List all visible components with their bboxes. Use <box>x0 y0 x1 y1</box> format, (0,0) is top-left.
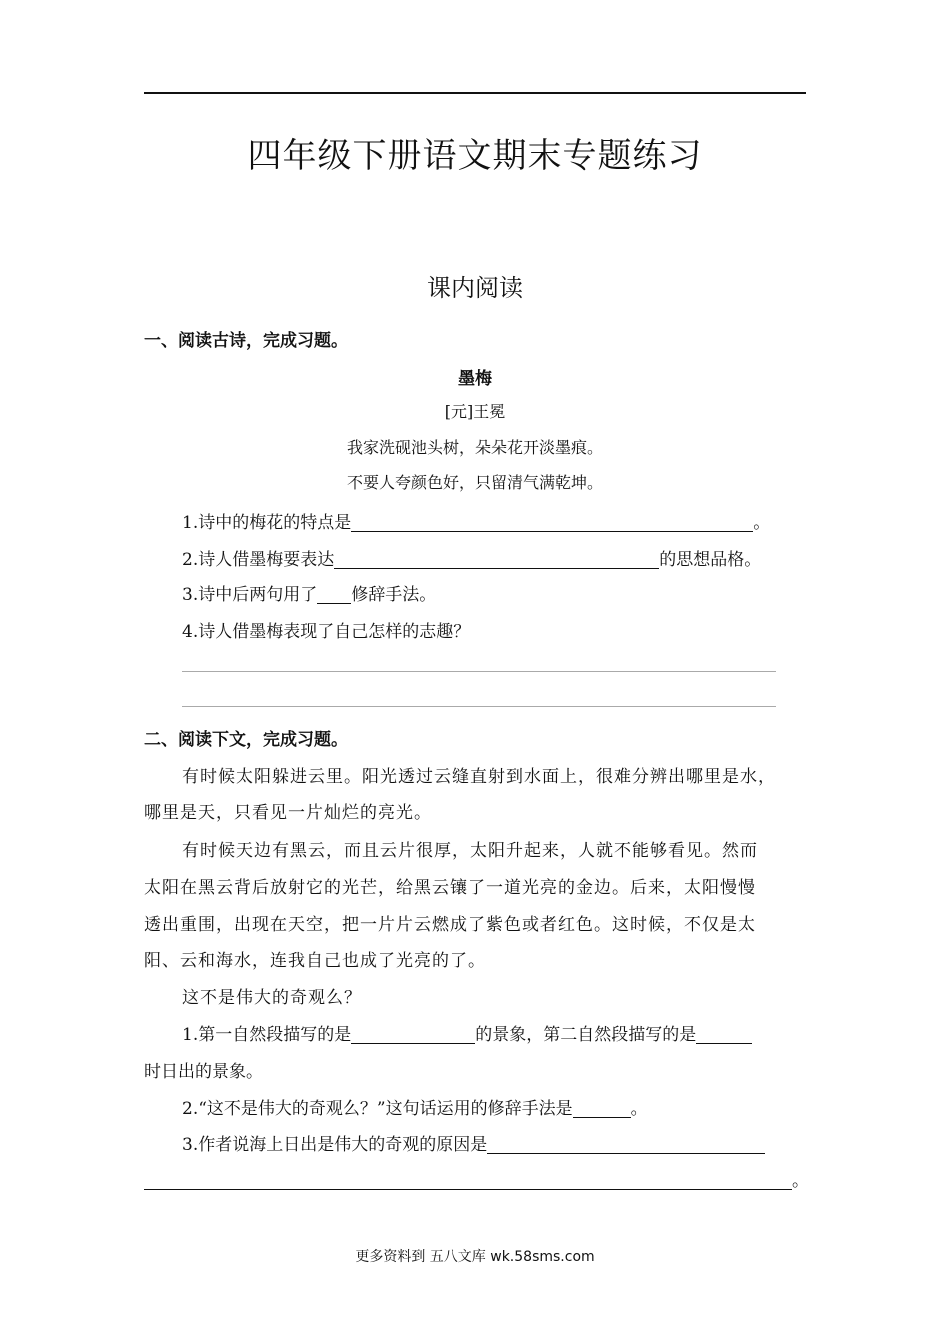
q2-item-2 <box>182 1094 648 1119</box>
q1-item-4-text: 4.诗人借墨梅表现了自己怎样的志趣？ <box>182 622 471 642</box>
q1-item-3-blank[interactable] <box>317 585 351 604</box>
q1-item-1 <box>182 508 770 533</box>
q2-item-3-continued <box>144 1166 809 1191</box>
q1-item-2-blank[interactable] <box>334 550 659 569</box>
q1-item-3-text: 3.诗中后两句用了 <box>182 585 318 605</box>
q1-item-3-end: 修辞手法。 <box>351 585 437 605</box>
poem-title: 墨梅 <box>458 369 492 389</box>
question-1-heading: 一、阅读古诗，完成习题。 <box>144 331 348 351</box>
q2-item-1-blank-2[interactable] <box>696 1025 752 1044</box>
q2-item-3-blank[interactable] <box>487 1135 765 1154</box>
question-2-heading: 二、阅读下文，完成习题。 <box>144 730 348 750</box>
paragraph-2-line-2: 太阳在黑云背后放射它的光芒，给黑云镶了一道光亮的金边。后来，太阳慢慢 <box>144 878 756 898</box>
q1-item-1-blank[interactable] <box>351 513 753 532</box>
paragraph-3: 这不是伟大的奇观么？ <box>182 988 362 1008</box>
q2-item-3-end: 。 <box>792 1171 809 1191</box>
q1-item-1-text: 1.诗中的梅花的特点是 <box>182 513 352 533</box>
paragraph-1-line-2: 哪里是天，只看见一片灿烂的亮光。 <box>144 803 432 823</box>
footer-watermark: 更多资料到 五八文库 wk.58sms.com <box>355 1249 595 1265</box>
q2-item-2-text: 2.“这不是伟大的奇观么？”这句话运用的修辞手法是 <box>182 1099 573 1119</box>
q1-item-3 <box>182 580 436 605</box>
q2-item-2-blank[interactable] <box>573 1099 631 1118</box>
paragraph-2-line-4: 阳、云和海水，连我自己也成了光亮的了。 <box>144 951 486 971</box>
q2-item-1-text-b: 的景象，第二自然段描写的是 <box>475 1025 697 1045</box>
poem-author: [元]王冕 <box>444 402 506 421</box>
poem-line-2: 不要人夸颜色好，只留清气满乾坤。 <box>346 473 603 492</box>
poem-line-1: 我家洗砚池头树，朵朵花开淡墨痕。 <box>346 438 603 457</box>
q2-item-1-text-c: 时日出的景象。 <box>144 1062 263 1082</box>
paragraph-2-line-3: 透出重围，出现在天空，把一片片云燃成了紫色或者红色。这时候，不仅是太 <box>144 915 756 935</box>
q2-item-3 <box>182 1130 765 1155</box>
q1-item-2 <box>182 545 761 570</box>
top-rule <box>144 92 806 94</box>
q2-item-1 <box>182 1020 752 1045</box>
q2-item-3-blank-2[interactable] <box>144 1171 792 1190</box>
section-title: 课内阅读 <box>427 274 523 302</box>
q2-item-3-text: 3.作者说海上日出是伟大的奇观的原因是 <box>182 1135 488 1155</box>
q2-item-1-text-a: 1.第一自然段描写的是 <box>182 1025 352 1045</box>
document-title: 四年级下册语文期末专题练习 <box>247 136 703 176</box>
q2-item-2-end: 。 <box>630 1099 648 1119</box>
q1-item-4 <box>182 617 470 642</box>
paragraph-2-line-1: 有时候天边有黑云，而且云片很厚，太阳升起来，人就不能够看见。然而 <box>182 841 758 861</box>
q2-item-1-continued <box>144 1057 263 1082</box>
answer-line-2[interactable] <box>182 706 776 707</box>
q1-item-1-end: 。 <box>753 513 771 533</box>
paragraph-1-line-1: 有时候太阳躲进云里。阳光透过云缝直射到水面上，很难分辨出哪里是水， <box>182 767 776 787</box>
q1-item-2-text: 2.诗人借墨梅要表达 <box>182 550 335 570</box>
answer-line-1[interactable] <box>182 671 776 672</box>
q2-item-1-blank-1[interactable] <box>351 1025 475 1044</box>
q1-item-2-end: 的思想品格。 <box>659 550 762 570</box>
